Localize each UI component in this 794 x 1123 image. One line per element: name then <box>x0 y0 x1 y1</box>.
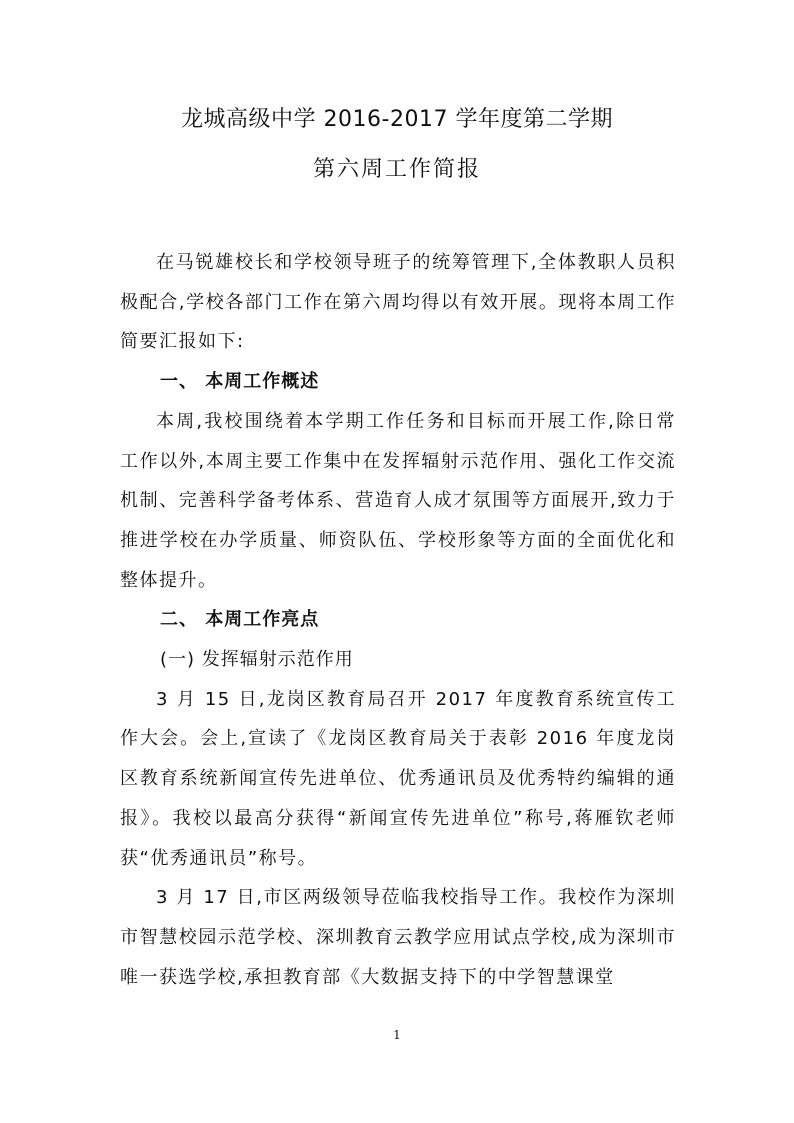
subsection-heading-demonstration: (一) 发挥辐射示范作用 <box>160 649 354 671</box>
paragraph-march-17: 3 月 17 日,市区两级领导莅临我校指导工作。我校作为深圳市智慧校园示范学校、深圳教育云教学应用试点学校,成为深圳市唯一获选学校,承担教育部《大数据支持下的中学智慧课堂 <box>120 887 676 988</box>
section-heading-overview: 一、 本周工作概述 <box>160 371 320 393</box>
paragraph-march-15: 3 月 15 日,龙岗区教育局召开 2017 年度教育系统宣传工作大会。会上,宣读了《龙岗区教育局关于表彰 2016 年度龙岗区教育系统新闻宣传先进单位、优秀通讯员及优秀特约编辑的通报》。我校以最高分获得“新闻宣传先进单位”称号,蒋雁钦老师获“优秀通讯员”称号。 <box>120 688 676 869</box>
document-subtitle: 第六周工作简报 <box>312 157 481 182</box>
overview-paragraph: 本周,我校围绕着本学期工作任务和目标而开展工作,除日常工作以外,本周主要工作集中在发挥辐射示范作用、强化工作交流机制、完善科学备考体系、营造育人成才氛围等方面展开,致力于推进学校在办学质量、师资队伍、学校形象等方面的全面优化和整体提升。 <box>120 410 676 591</box>
intro-paragraph: 在马锐雄校长和学校领导班子的统筹管理下,全体教职人员积极配合,学校各部门工作在第六周均得以有效开展。现将本周工作简要汇报如下: <box>120 252 676 353</box>
document-title: 龙城高级中学 2016-2017 学年度第二学期 <box>181 107 613 132</box>
page-number: 1 <box>393 1028 401 1042</box>
document-body <box>120 243 676 997</box>
section-heading-highlights: 二、 本周工作亮点 <box>160 609 320 631</box>
